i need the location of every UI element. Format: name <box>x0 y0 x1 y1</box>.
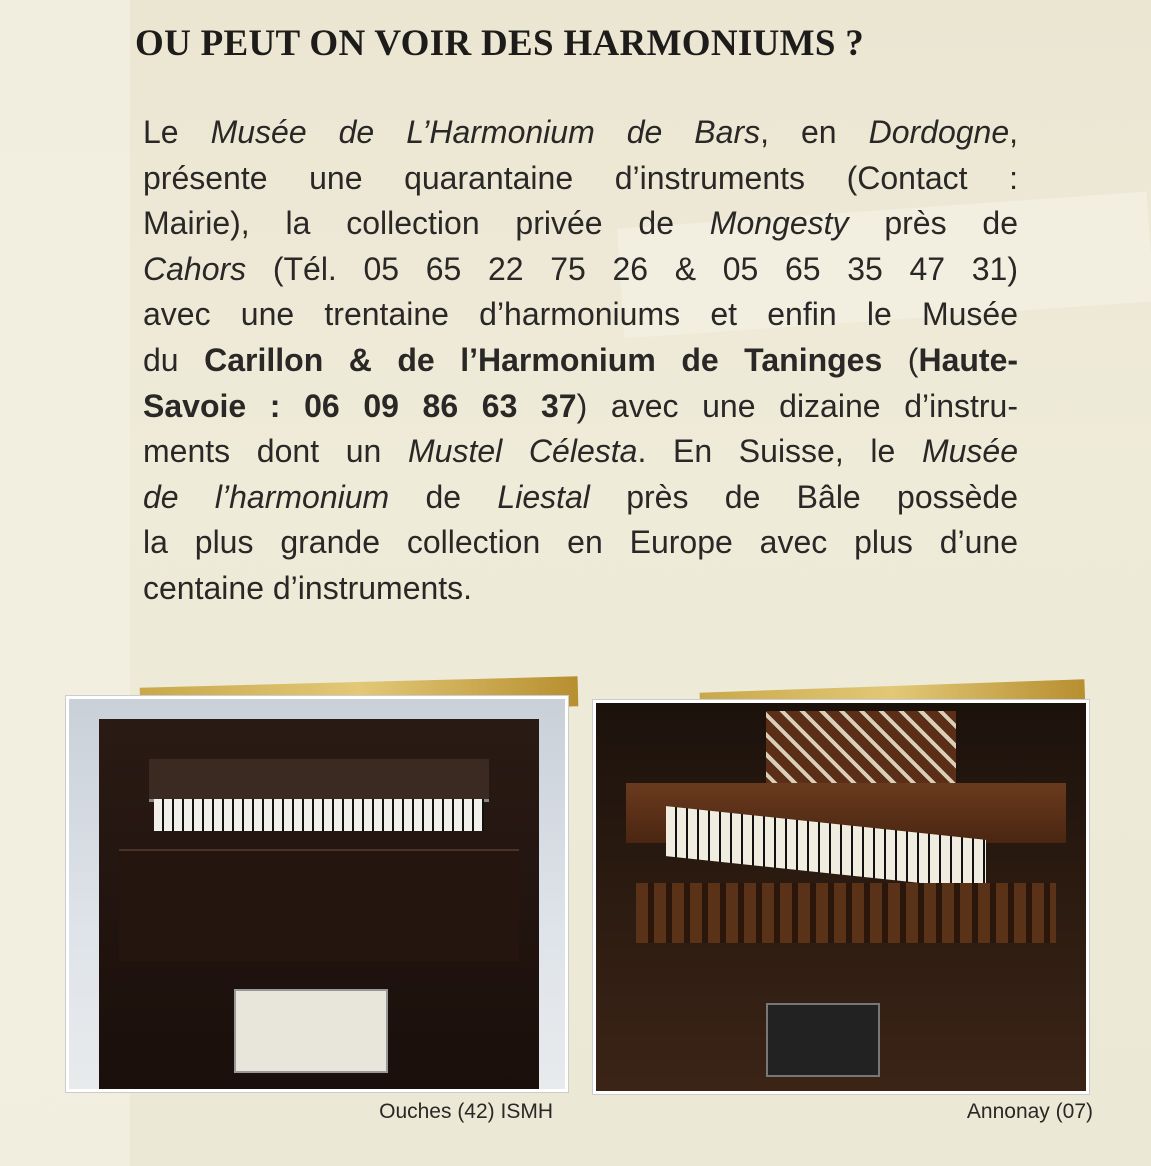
paragraph-line <box>143 566 1018 612</box>
text-segment: de l’harmonium <box>143 478 390 515</box>
body-paragraph <box>143 110 1018 612</box>
text-segment: Mustel Célesta <box>408 433 638 470</box>
paragraph-line <box>143 292 1018 338</box>
text-segment: de <box>389 478 498 515</box>
text-segment: Savoie : 06 09 86 63 37 <box>143 387 577 424</box>
photo-annonay-harmonium <box>593 700 1089 1094</box>
photo-caption: Annonay (07) <box>966 1100 1093 1123</box>
text-segment: Cahors <box>143 250 247 287</box>
paragraph-line <box>143 110 1018 156</box>
paragraph-line <box>143 384 1018 430</box>
text-segment: près de Bâle possède <box>589 478 1019 515</box>
paragraph-line <box>143 156 1018 202</box>
text-segment: Mongesty <box>709 205 849 242</box>
text-segment: la plus grande collection en Europe avec plus d’une <box>143 524 1018 561</box>
text-segment: Carillon & de l’Harmonium de Taninges <box>204 341 883 378</box>
paragraph-line <box>143 338 1018 384</box>
paragraph-line <box>143 429 1018 475</box>
text-segment: (Tél. 05 65 22 75 26 & 05 65 35 47 31) <box>246 250 1018 287</box>
text-segment: ments dont un <box>143 433 409 470</box>
paragraph-line <box>143 201 1018 247</box>
text-segment: Musée de L’Harmonium de Bars <box>210 114 761 150</box>
photo-ouches-harmonium <box>66 696 568 1092</box>
text-segment: du <box>143 341 205 378</box>
text-segment: avec une trentaine d’harmoniums et enfin le Musée <box>143 296 1018 333</box>
text-segment: Mairie), la collection privée de <box>143 205 710 242</box>
text-segment: , en <box>760 114 869 150</box>
photo-caption: Ouches (42) ISMH <box>379 1100 553 1123</box>
text-segment: près de <box>848 205 1018 242</box>
paragraph-line <box>143 520 1018 566</box>
text-segment: . En Suisse, le <box>637 433 922 470</box>
text-segment: Dordogne <box>868 114 1010 150</box>
text-segment: Musée <box>921 433 1019 470</box>
text-segment: Le <box>143 114 211 150</box>
text-segment: centaine d’instruments. <box>143 569 473 606</box>
text-segment: présente une quarantaine d’instruments (Contact : <box>143 159 1018 196</box>
text-segment: Haute- <box>918 341 1019 378</box>
text-segment: ) avec une dizaine d’instru- <box>576 387 1019 424</box>
page-title: OU PEUT ON VOIR DES HARMONIUMS ? <box>135 23 865 64</box>
text-segment: ( <box>882 341 919 378</box>
paragraph-line <box>143 247 1018 293</box>
text-segment: Liestal <box>497 478 590 515</box>
text-segment: , <box>1009 114 1019 150</box>
paragraph-line <box>143 475 1018 521</box>
